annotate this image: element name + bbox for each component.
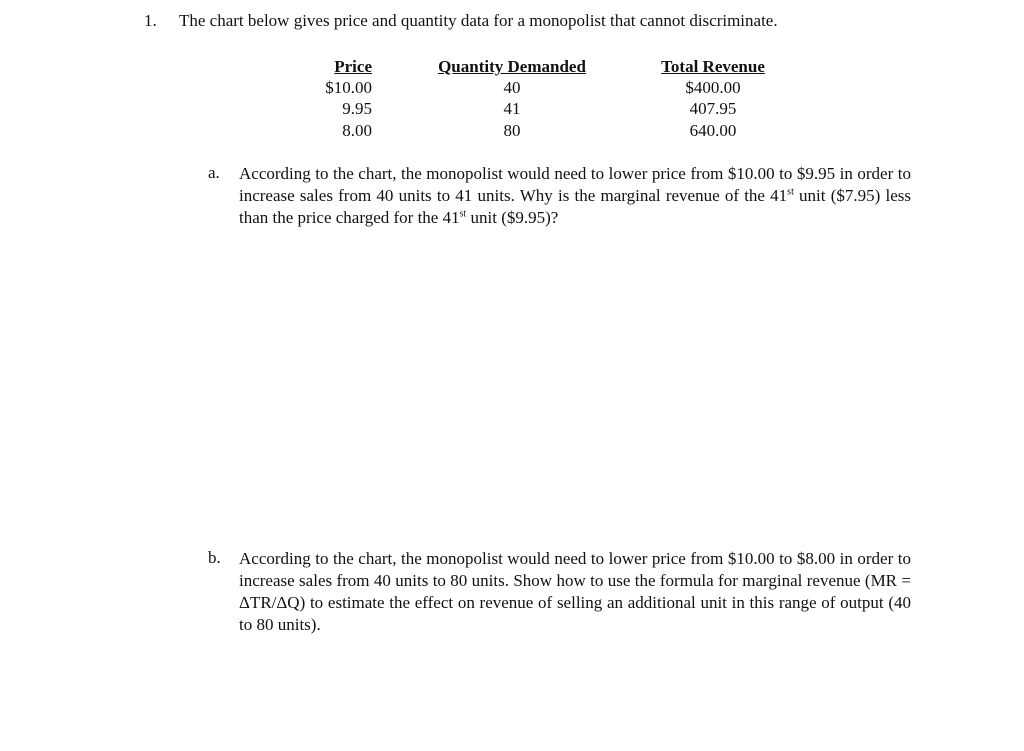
table-cell-total-revenue: 640.00 — [689, 121, 737, 140]
part-a-text-1: According to the chart, the monopolist would need to lower price from $10.00 to $9.95 in order to increase sales from 40 units to 41 units. Why is the marginal revenue of the 41 — [239, 164, 911, 205]
part-b-text: According to the chart, the monopolist would need to lower price from $10.00 to $8.00 in order to increase sales from 40 units to 80 units. Show how to use the formula for marginal revenue (MR = ΔTR/ΔQ) to estimate the effect on revenue of selling an additional unit in this range of output (40 to 80 units). — [239, 549, 911, 634]
table-cell-quantity: 40 — [503, 78, 521, 97]
part-a-superscript-1: st — [787, 186, 794, 198]
table-cell-quantity: 80 — [503, 121, 521, 140]
part-a-text-3: unit ($9.95)? — [466, 208, 559, 227]
question-text: The chart below gives price and quantity data for a monopolist that cannot discriminate. — [179, 11, 778, 30]
table-cell-price: 8.00 — [342, 121, 372, 140]
part-a-text-2: unit ($7.95) less than the price charged for the 41 — [239, 186, 911, 227]
table-cell-price: 9.95 — [342, 99, 372, 118]
part-a-letter: a. — [208, 163, 220, 182]
header-quantity: Quantity Demanded — [438, 57, 586, 76]
header-total-revenue: Total Revenue — [661, 57, 765, 76]
question-number: 1. — [144, 11, 157, 30]
part-a-text — [239, 163, 911, 229]
table-cell-total-revenue: $400.00 — [685, 78, 741, 97]
header-price: Price — [334, 57, 372, 76]
table-cell-price: $10.00 — [325, 78, 372, 97]
table-cell-total-revenue: 407.95 — [689, 99, 737, 118]
part-a-superscript-2: st — [459, 208, 467, 220]
table-cell-quantity: 41 — [503, 99, 521, 118]
part-b-letter: b. — [208, 548, 221, 567]
